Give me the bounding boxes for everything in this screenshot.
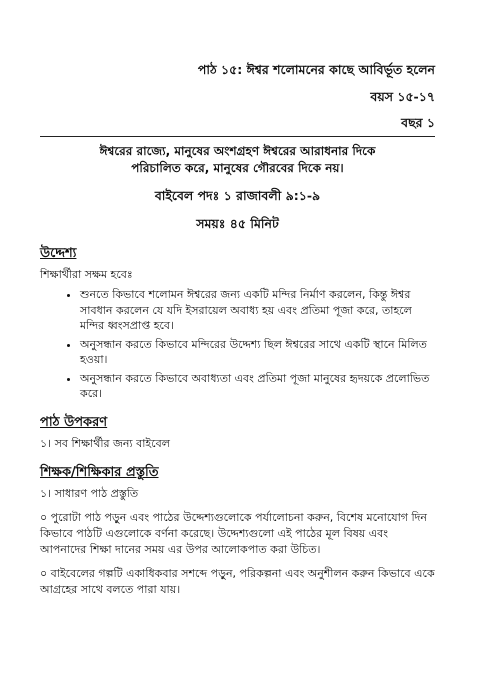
- lesson-duration: সময়ঃ ৪৫ মিনিট: [196, 216, 279, 231]
- header-divider: [40, 136, 435, 137]
- theme-line-1: ঈশ্বরের রাজ্যে, মানুষের অংশগ্রহণ ঈশ্বরের আরাধনার দিকে: [99, 144, 376, 158]
- objective-item: • শুনতে কিভাবে শলোমন ঈশ্বরের জন্য একটি মন্দির নির্মাণ করলেন, কিন্তু ঈশ্বর সাবধান করলেন যে যদি ইসরায়েল অবাধ্য হয় এবং প্রতিমা পূজা করে, তাহলে মন্দির ধ্বংসপ্রাপ্ত হবে।: [80, 287, 435, 334]
- preparation-paragraph-1: ০ পুরোটা পাঠ পড়ুন এবং পাঠের উদ্দেশ্যগুলোকে পর্যালোচনা করুন, বিশেষ মনোযোগ দিন কিভাবে পাঠটি এগুলোকে বর্ণনা করেছে। উদ্দেশ্যগুলো এই পাঠের মূল বিষয় এবং আপনাদের শিক্ষা দানের সময় এর উপর আলোকপাত করা উচিত।: [40, 510, 427, 556]
- objectives-intro: শিক্ষার্থীরা সক্ষম হবেঃ: [40, 268, 133, 281]
- preparation-heading: শিক্ষক/শিক্ষিকার প্রস্তুতি: [40, 464, 159, 480]
- age-range: বয়স ১৫-১৭: [370, 89, 435, 104]
- bible-passage: বাইবেল পদঃ ১ রাজাবলী ৯:১-৯: [154, 188, 321, 203]
- objective-item: • অনুসন্ধান করতে কিভাবে অবাধ্যতা এবং প্রতিমা পূজা মানুষের হৃদয়কে প্রলোভিত করে।: [80, 371, 435, 402]
- lesson-title: পাঠ ১৫: ঈশ্বর শলোমনের কাছে আবির্ভূত হলেন: [197, 62, 435, 77]
- objectives-list: [40, 287, 435, 402]
- preparation-paragraph-2: ০ বাইবেলের গল্পটি একাধিকবার সশব্দে পড়ুন, পরিকল্পনা এবং অনুশীলন করুন কিভাবে একে আগ্রহের সাথে বলতে পারা যায়।: [40, 566, 435, 596]
- preparation-item: ১। সাধারণ পাঠ প্রস্তুতি: [40, 486, 139, 500]
- materials-item: ১। সব শিক্ষার্থীর জন্য বাইবেল: [40, 436, 170, 450]
- objectives-heading: উদ্দেশ্য: [40, 246, 77, 261]
- theme-line-2: পরিচালিত করে, মানুষের গৌরবের দিকে নয়।: [131, 161, 344, 175]
- year-label: বছর ১: [401, 115, 435, 130]
- materials-heading: পাঠ উপকরণ: [40, 414, 108, 430]
- lesson-theme: [40, 143, 435, 177]
- objective-item: • অনুসন্ধান করতে কিভাবে মন্দিরের উদ্দেশ্য ছিল ঈশ্বরের সাথে একটি স্থানে মিলিত হওয়া।: [80, 337, 435, 368]
